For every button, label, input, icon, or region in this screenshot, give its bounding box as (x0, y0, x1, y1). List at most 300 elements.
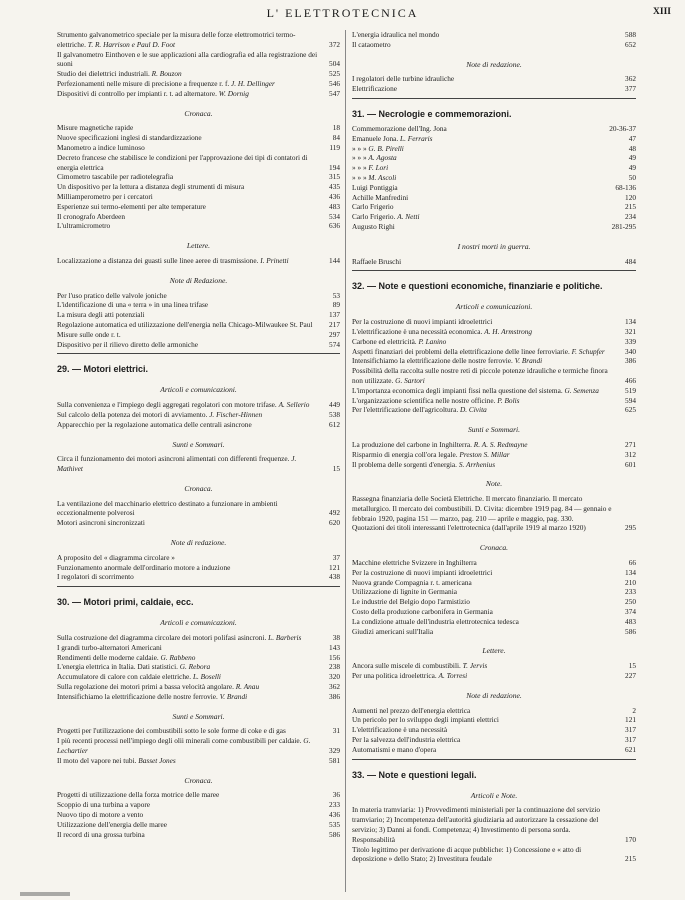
index-entry (57, 830, 340, 840)
entry-author: G. Rabbeno (160, 652, 196, 662)
index-entry (352, 327, 636, 337)
index-entry (352, 212, 636, 222)
index-entry (352, 735, 636, 745)
index-entry (352, 347, 636, 357)
entry-title: Il galvanometro Einthoven e le sue applicazioni alla cardiografia ed alla registrazione dei suoni (57, 49, 318, 69)
entry-title: Progetti di utilizzazione della forza motrice delle maree (57, 790, 220, 800)
index-entry (352, 715, 636, 725)
index-entry (352, 597, 636, 607)
entry-title: Emanuele Jona. L. Ferraris (352, 133, 433, 143)
entry-page: 37 (332, 552, 340, 562)
index-entry (352, 396, 636, 406)
entry-title: » » » G. B. Pirelli (352, 143, 404, 153)
entry-author: L. Ferraris (400, 133, 433, 143)
section-rule (352, 759, 636, 760)
subsection-heading: Note di redazione. (466, 690, 522, 700)
entry-title: Strumento galvanometrico speciale per la misura delle forze elettromotrici termo-elettriche. T. R. Harrison e Paul D. Foot (57, 30, 296, 49)
index-entry (352, 578, 636, 588)
index-entry (352, 337, 636, 347)
entry-title: L'organizzazione scientifica nelle nostre officine. P. Bolis (352, 395, 520, 405)
entry-page: 227 (625, 671, 636, 681)
index-entry (352, 845, 636, 865)
index-entry (352, 144, 636, 154)
entry-title: La ventilazione del macchinario elettrico destinato a funzionare in ambienti eccezionalmente polverosi (57, 498, 278, 518)
index-entry (352, 568, 636, 578)
entry-title: La misura degli atti potenziali (57, 310, 145, 320)
index-entry (352, 706, 636, 716)
entry-page: 320 (329, 672, 340, 682)
entry-author: R. Bouzon (151, 69, 182, 79)
entry-page: 449 (329, 400, 340, 410)
entry-title: Il moto del vapore nei tubi. Basset Jones (57, 755, 176, 765)
index-entry (352, 222, 636, 232)
entry-page: 156 (329, 652, 340, 662)
entry-title: Utilizzazione dell'energia delle maree (57, 819, 167, 829)
entry-page: 233 (329, 800, 340, 810)
entry-title: Dispositivi di controllo per impianti r. t. ad alternatore. W. Dornig (57, 88, 249, 98)
subsection-heading: Articoli e Note. (470, 790, 518, 800)
index-entry (57, 633, 340, 643)
index-entry (57, 756, 340, 766)
entry-page: 436 (329, 810, 340, 820)
index-entry (57, 790, 340, 800)
index-entry (352, 558, 636, 568)
entry-page: 534 (329, 211, 340, 221)
index-entry (57, 800, 340, 810)
entry-title: Commemorazione dell'Ing. Jona (352, 123, 447, 133)
entry-title: » » » M. Ascoli (352, 172, 397, 182)
entry-page: 217 (329, 319, 340, 329)
entry-title: Utilizzazione di lignite in Germania (352, 587, 457, 597)
entry-title: Accumulatore di calore con caldaie elettriche. L. Boselli (57, 672, 221, 682)
print-smudge (20, 892, 70, 896)
index-entry (57, 89, 340, 99)
index-entry (57, 69, 340, 79)
entry-title: L'identificazione di una « terra » in una linea trifase (57, 300, 209, 310)
entry-page: 215 (625, 202, 636, 212)
entry-page: 339 (625, 336, 636, 346)
entry-author: G. Rebora (179, 662, 211, 672)
index-entry (352, 617, 636, 627)
index-entry (57, 410, 340, 420)
index-entry (352, 805, 636, 844)
entry-page: 504 (329, 59, 340, 69)
entry-page: 134 (625, 317, 636, 327)
entry-author: I. Prinetti (260, 255, 289, 265)
entry-title: Esperienze sui termo-elementi per alte temperature (57, 201, 206, 211)
index-entry (352, 494, 636, 523)
entry-title: Rendimenti delle moderne caldaie. G. Rabbeno (57, 652, 196, 662)
entry-page: 483 (625, 616, 636, 626)
entry-page: 210 (625, 577, 636, 587)
entry-author: T. Jervis (462, 661, 488, 671)
index-entry (352, 386, 636, 396)
entry-page: 581 (329, 755, 340, 765)
entry-title: Carlo Frigerio (352, 202, 394, 212)
index-entry (57, 553, 340, 563)
entry-page: 84 (332, 133, 340, 143)
entry-title: A proposito del « diagramma circolare » (57, 552, 175, 562)
entry-title: Augusto Righi (352, 221, 395, 231)
journal-title: L' ELETTROTECNICA (266, 6, 419, 20)
entry-page: 574 (329, 339, 340, 349)
entry-title: Il problema delle sorgenti d'energia. S. Arrhenius (352, 459, 496, 469)
index-entry (352, 460, 636, 470)
entry-page: 119 (329, 142, 340, 152)
entry-title: Aumenti nel prezzo dell'energia elettrica (352, 705, 471, 715)
index-entry (57, 420, 340, 430)
entry-title: Dispositivo per il rilievo diretto delle armoniche (57, 339, 199, 349)
entry-title: Quotazioni dei titoli interessanti l'elettrotecnica (dall'aprile 1919 al marzo 1920) (352, 523, 586, 533)
entry-title: » » » F. Lori (352, 163, 389, 173)
entry-title: Aspetti finanziari dei problemi della elettrificazione delle linee ferroviarie. F. Schupfer (352, 346, 605, 356)
entry-page: 612 (329, 419, 340, 429)
section-heading: 32. — Note e questioni economiche, finanziarie e politiche. (352, 281, 603, 292)
right-column (352, 30, 636, 892)
entry-title: Milliamperometro per i cercatori (57, 191, 153, 201)
entry-title: Sulla costruzione del diagramma circolare dei motori polifasi asincroni. L. Barberis (57, 633, 302, 643)
index-entry (352, 607, 636, 617)
index-entry (352, 134, 636, 144)
entry-page: 594 (625, 395, 636, 405)
entry-page: 233 (625, 587, 636, 597)
entry-page: 321 (625, 326, 636, 336)
entry-page: 317 (625, 725, 636, 735)
index-entry (57, 123, 340, 133)
entry-title: L'elettrificazione è una necessità economica. A. H. Armstrong (352, 326, 533, 336)
section-rule (57, 586, 340, 587)
subsection-heading: Lettere. (186, 241, 211, 251)
entry-author: F. Lori (368, 163, 389, 173)
entry-title: La produzione del carbone in Inghilterra. R. A. S. Redmayne (352, 439, 528, 449)
entry-author: A. Netti (397, 212, 420, 222)
column-divider (345, 30, 346, 892)
index-entry (57, 79, 340, 89)
entry-title: Macchine elettriche Svizzere in Inghilterra (352, 558, 477, 568)
index-entry (352, 587, 636, 597)
page-number: XIII (653, 7, 671, 17)
entry-author: L. Boselli (192, 672, 221, 682)
index-entry (352, 30, 636, 40)
entry-title: I più recenti processi nell'impiego degli olii minerali come combustibili per caldaie. G. Lechartier (57, 736, 311, 756)
entry-page: 89 (332, 300, 340, 310)
entry-title: Rassegna finanziaria delle Società Elettriche. Il mercato finanziario. Il mercato metallurgico. Il mercato dei combustibili. D. Civita: dicembre 1919 pag. 84 — gennaio e febbraio 1920, pagina 151 — marzo, pag. 210 — aprile e maggio, pag. 330. (352, 494, 612, 523)
entry-page: 466 (625, 375, 636, 385)
entry-author: M. Ascoli (368, 172, 397, 182)
subsection-heading: Note di redazione. (170, 538, 227, 548)
entry-author: G. Semenza (564, 385, 599, 395)
entry-title: Giudizi americani sull'Italia (352, 626, 434, 636)
section-heading: 29. — Motori elettrici. (57, 364, 149, 375)
entry-title: Progetti per l'utilizzazione dei combustibili sotto le sole forme di coke e di gas (57, 726, 286, 736)
index-entry (57, 153, 340, 173)
entry-author: G. Sartori (395, 375, 425, 385)
index-entry (57, 499, 340, 519)
entry-page: 586 (625, 626, 636, 636)
entry-page: 120 (625, 192, 636, 202)
index-entry (57, 133, 340, 143)
entry-page: 144 (329, 255, 340, 265)
entry-page: 435 (329, 182, 340, 192)
subsection-heading: Cronaca. (184, 775, 213, 785)
entry-author: Preston S. Millar (459, 449, 510, 459)
entry-page: 2 (632, 705, 636, 715)
section-heading: 30. — Motori primi, caldaie, ecc. (57, 597, 194, 608)
entry-author: S. Arrhenius (458, 459, 496, 469)
entry-title: Sulla convenienza e l'impiego degli aggregati regolatori con motore trifase. A. Sellerio (57, 400, 310, 410)
entry-title: Il record di una grossa turbina (57, 829, 145, 839)
entry-author: P. Bolis (497, 395, 520, 405)
index-entry (57, 653, 340, 663)
subsection-heading: Articoli e comunicazioni. (160, 618, 237, 628)
index-entry (352, 317, 636, 327)
index-entry (57, 50, 340, 70)
entry-page: 271 (625, 439, 636, 449)
index-entry (57, 143, 340, 153)
entry-page: 281-295 (611, 221, 636, 231)
index-entry (352, 202, 636, 212)
entry-author: P. Lanino (418, 336, 447, 346)
entry-page: 49 (628, 153, 636, 163)
entry-title: Risparmio di energia coll'ora legale. Preston S. Millar (352, 449, 510, 459)
entry-title: In materia tramviaria: 1) Provvedimenti ministeriali per la continuazione del servizio tramviario; 2) Incompetenza dell'autorità giudiziaria ad autorizzare la cessazione del servizio; 3) Danni ai fondi. Competenza; 4) Investimento di persona sorda. Responsabilità (352, 805, 601, 844)
entry-page: 238 (329, 662, 340, 672)
entry-title: Luigi Pontiggia (352, 182, 398, 192)
entry-author: A. H. Armstrong (484, 326, 533, 336)
entry-title: Ancora sulle miscele di combustibili. T. Jervis (352, 661, 488, 671)
entry-author: T. R. Harrison e Paul D. Foot (87, 39, 176, 49)
entry-page: 386 (625, 356, 636, 366)
entry-page: 386 (329, 691, 340, 701)
index-entry (57, 192, 340, 202)
index-entry (352, 163, 636, 173)
entry-page: 588 (625, 30, 636, 39)
entry-title: Raffaele Bruschi (352, 256, 402, 266)
subsection-heading: I nostri morti in guerra. (457, 241, 531, 251)
entry-author: W. Dornig (218, 88, 249, 98)
entry-page: 250 (625, 597, 636, 607)
index-entry (57, 572, 340, 582)
entry-title: Intensifichiamo la elettrificazione delle nostre ferrovie. V. Brandi (352, 356, 543, 366)
entry-title: Per una politica idroelettrica. A. Torresi (352, 671, 468, 681)
entry-title: Nuova grande Compagnia r. t. americana (352, 577, 472, 587)
entry-page: 15 (628, 661, 636, 671)
section-heading: 33. — Note e questioni legali. (352, 769, 477, 780)
entry-page: 438 (329, 572, 340, 582)
entry-page: 436 (329, 191, 340, 201)
entry-page: 621 (625, 744, 636, 754)
index-entry (352, 193, 636, 203)
entry-page: 170 (625, 834, 636, 844)
entry-title: L'ultramicrometro (57, 221, 111, 231)
entry-page: 15 (332, 464, 340, 474)
entry-page: 134 (625, 567, 636, 577)
entry-author: J. Mathivet (57, 454, 297, 474)
entry-page: 525 (329, 69, 340, 79)
index-entry (57, 518, 340, 528)
entry-title: Regolazione automatica ed utilizzazione dell'energia nella Chicago-Milwaukee St. Paul (57, 319, 313, 329)
left-column (57, 30, 340, 892)
entry-title: I regolatori delle turbine idrauliche (352, 74, 455, 84)
index-entry (352, 450, 636, 460)
entry-author: A. Sellerio (278, 400, 310, 410)
index-entry (57, 736, 340, 756)
entry-title: Il cronografo Aberdeen (57, 211, 126, 221)
index-entry (57, 291, 340, 301)
entry-page: 48 (628, 143, 636, 153)
entry-title: Scoppio di una turbina a vapore (57, 800, 151, 810)
index-entry (352, 661, 636, 671)
entry-page: 519 (625, 385, 636, 395)
index-entry (352, 74, 636, 84)
index-entry (352, 627, 636, 637)
entry-page: 601 (625, 459, 636, 469)
entry-page: 362 (329, 682, 340, 692)
entry-title: I regolatori di scorrimento (57, 572, 134, 582)
entry-author: V. Brandi (219, 691, 248, 701)
index-entry (57, 310, 340, 320)
section-heading: 31. — Necrologie e commemorazioni. (352, 108, 512, 119)
index-entry (352, 745, 636, 755)
index-entry (352, 173, 636, 183)
entry-title: L'energia elettrica in Italia. Dati statistici. G. Rebora (57, 662, 211, 672)
entry-author: F. Schupfer (571, 346, 605, 356)
subsection-heading: Cronaca. (184, 483, 213, 493)
entry-page: 374 (625, 607, 636, 617)
subsection-heading: Sunti e Sommari. (467, 425, 521, 435)
entry-page: 121 (625, 715, 636, 725)
entry-page: 636 (329, 221, 340, 231)
index-entry (57, 726, 340, 736)
index-entry (352, 356, 636, 366)
entry-page: 297 (329, 329, 340, 339)
running-header (0, 6, 685, 26)
entry-author: G. B. Pirelli (368, 143, 404, 153)
section-rule (57, 353, 340, 354)
entry-title: » » » A. Agosta (352, 153, 397, 163)
entry-page: 215 (625, 854, 636, 864)
entry-title: Circa il funzionamento dei motori asincroni alimentati con differenti frequenze. J. Mathivet (57, 454, 297, 474)
entry-title: Sulla regolazione dei motori primi a bassa velocità angolare. R. Anau (57, 682, 260, 692)
index-entry (57, 692, 340, 702)
index-entry (352, 124, 636, 134)
entry-title: Per la salvezza dell'industria elettrica (352, 735, 461, 745)
entry-title: Per la costruzione di nuovi impianti idroelettrici (352, 317, 493, 327)
entry-page: 137 (329, 310, 340, 320)
entry-page: 484 (625, 256, 636, 266)
index-entry (352, 40, 636, 50)
index-entry (57, 182, 340, 192)
index-entry (57, 202, 340, 212)
entry-title: Manometro a indice luminoso (57, 142, 145, 152)
index-entry (57, 221, 340, 231)
entry-page: 492 (329, 508, 340, 518)
entry-title: L'importanza economica degli impianti fissi nella questione del sistema. G. Semenza (352, 385, 599, 395)
entry-page: 312 (625, 449, 636, 459)
entry-title: Titolo legittimo per derivazione di acque pubbliche: 1) Concessione e « atto di deposizione » dello Stato; 2) Investitura feudale (352, 844, 582, 864)
entry-title: La condizione attuale dell'industria elettrotecnica tedesca (352, 616, 519, 626)
entry-title: L'elettrificazione è una necessità (352, 725, 448, 735)
entry-page: 483 (329, 201, 340, 211)
subsection-heading: Cronaca. (184, 108, 213, 118)
index-entry (352, 183, 636, 193)
entry-title: Funzionamento anormale dell'ordinario motore a induzione (57, 562, 231, 572)
entry-title: Per l'uso pratico delle valvole joniche (57, 290, 167, 300)
subsection-heading: Note. (485, 479, 503, 489)
entry-title: I grandi turbo-alternatori Americani (57, 642, 162, 652)
entry-page: 372 (329, 39, 340, 49)
entry-page: 66 (628, 558, 636, 568)
entry-author: R. A. S. Redmayne (473, 439, 528, 449)
entry-author: A. Agosta (368, 153, 397, 163)
index-entry (57, 300, 340, 310)
entry-author: A. Torresi (438, 671, 468, 681)
entry-page: 49 (628, 163, 636, 173)
index-entry (57, 810, 340, 820)
entry-title: Il cataometro (352, 39, 391, 49)
entry-page: 295 (625, 523, 636, 533)
entry-page: 315 (329, 172, 340, 182)
index-entry (352, 440, 636, 450)
index-entry (352, 671, 636, 681)
index-entry (57, 682, 340, 692)
entry-page: 362 (625, 74, 636, 84)
entry-author: R. Anau (235, 682, 260, 692)
index-entry (352, 84, 636, 94)
index-entry (57, 172, 340, 182)
entry-page: 38 (332, 633, 340, 643)
entry-page: 538 (329, 409, 340, 419)
index-entry (57, 662, 340, 672)
entry-title: Carlo Frigerio. A. Netti (352, 212, 420, 222)
entry-title: Nuovo tipo di motore a vento (57, 810, 144, 820)
subsection-heading: Sunti e Sommari. (172, 711, 225, 721)
index-entry (352, 366, 636, 386)
subsection-heading: Note di Redazione. (169, 275, 228, 285)
index-entry (57, 400, 340, 410)
subsection-heading: Note di redazione. (466, 59, 522, 69)
section-rule (352, 270, 636, 271)
index-entry (57, 330, 340, 340)
subsection-heading: Sunti e Sommari. (172, 439, 225, 449)
entry-page: 546 (329, 78, 340, 88)
index-entry (57, 563, 340, 573)
entry-page: 18 (332, 123, 340, 133)
index-entry (57, 30, 340, 50)
entry-title: Possibilità della raccolta sulle nostre reti di piccole potenze idrauliche e termiche finora non utilizzate. G. Sartori (352, 366, 608, 385)
entry-page: 20-36-37 (609, 123, 636, 133)
entry-author: J. Fischer-Hinnen (209, 409, 263, 419)
index-entry (57, 256, 340, 266)
subsection-heading: Articoli e comunicazioni. (160, 385, 237, 395)
entry-page: 47 (628, 133, 636, 143)
entry-page: 535 (329, 819, 340, 829)
entry-page: 625 (625, 405, 636, 415)
entry-page: 317 (625, 735, 636, 745)
entry-page: 194 (329, 162, 340, 172)
index-entry (352, 405, 636, 415)
entry-title: Achille Manfredini (352, 192, 409, 202)
entry-page: 329 (329, 746, 340, 756)
entry-page: 121 (329, 562, 340, 572)
entry-author: D. Civita (459, 405, 487, 415)
entry-title: Localizzazione a distanza dei guasti sulle linee aeree di trasmissione. I. Prinetti (57, 255, 289, 265)
index-entry (57, 340, 340, 350)
entry-title: Misure sulle onde r. t. (57, 329, 121, 339)
entry-page: 377 (625, 84, 636, 94)
entry-title: Per la costruzione di nuovi impianti idroelettrici (352, 567, 493, 577)
entry-page: 586 (329, 829, 340, 839)
